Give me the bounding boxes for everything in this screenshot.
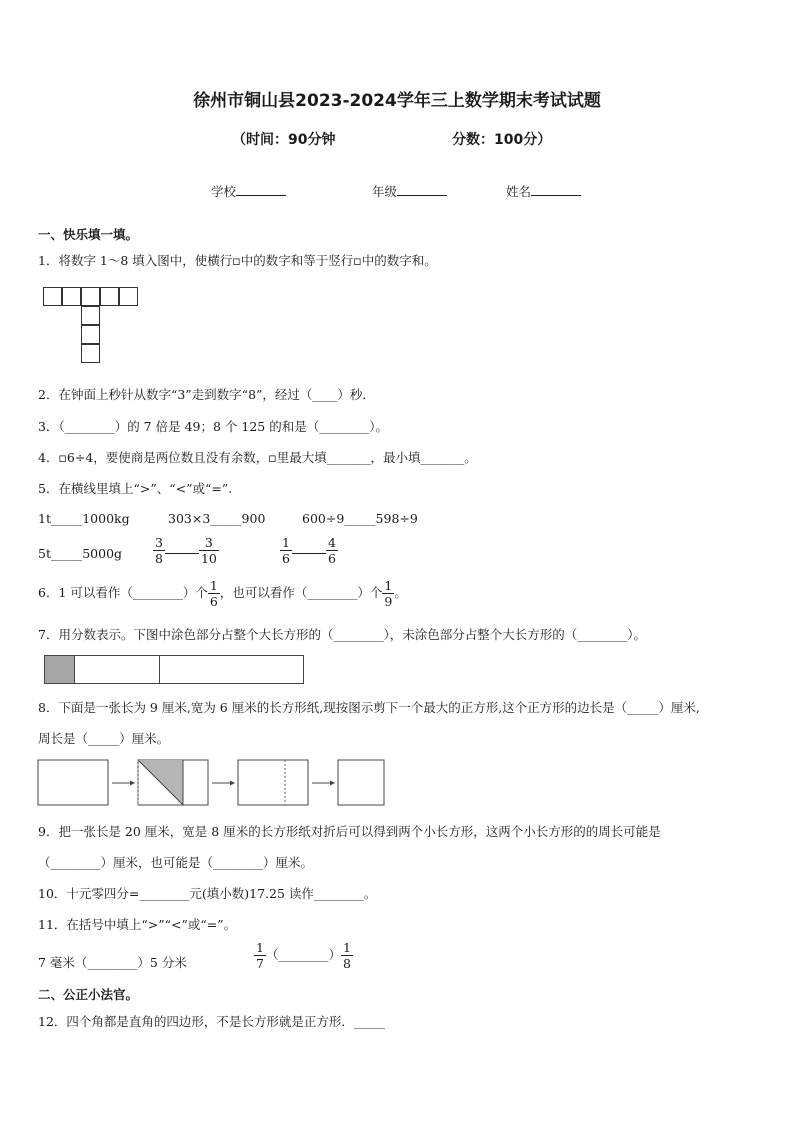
q5-item-6	[280, 535, 338, 566]
q5-item-5	[153, 535, 219, 566]
grade-label: 年级	[372, 184, 398, 199]
fraction: $\frac{1}{6}$	[282, 535, 290, 566]
question-5: 5．在横线里填上“>”、“<”或“=”.	[38, 481, 233, 496]
q8-diagram	[36, 758, 388, 808]
section-1-title: 一、快乐填一填。	[38, 227, 139, 242]
rectangle-3	[238, 760, 308, 805]
question-7: 7．用分数表示。下图中涂色部分占整个大长方形的（________），未涂色部分占整个大长方形的（________）。	[38, 627, 646, 642]
grid-cell	[119, 287, 138, 306]
fraction: $\frac{1}{7}$	[256, 940, 264, 971]
q11-item-2: $\frac{1}{7}$ （________） $\frac{1}{8}$	[256, 940, 351, 971]
section-2-title: 二、公正小法官。	[38, 987, 139, 1002]
grid-cell	[100, 287, 119, 306]
grid-cell	[81, 344, 100, 363]
arrow-head-3	[330, 781, 335, 786]
question-6: 6．1 可以看作（________）个 $\frac{1}{6}$ ，也可以看作（________）个 $\frac{1}{9}$ 。	[38, 578, 407, 609]
question-11: 11．在括号中填上“>”“<”或“=”。	[38, 917, 237, 932]
exam-score: 分数：100分）	[452, 132, 552, 148]
fraction: $\frac{1}{9}$	[384, 578, 393, 609]
grid-cell	[62, 287, 81, 306]
question-3: 3．（________）的 7 倍是 49；8 个 125 的和是（________）。	[38, 419, 388, 434]
question-9-line-1: 9．把一张长是 20 厘米，宽是 8 厘米的长方形纸对折后可以得到两个小长方形，这两个小长方形的的周长可能是	[38, 824, 661, 839]
school-field	[211, 182, 286, 200]
name-field	[506, 182, 581, 200]
square	[338, 760, 384, 805]
fraction: $\frac{1}{6}$	[209, 578, 218, 609]
rectangle-1	[38, 760, 108, 805]
question-8-line-1: 8．下面是一张长为 9 厘米,宽为 6 厘米的长方形纸,现按图示剪下一个最大的正方形,这个正方形的边长是（_____）厘米,	[38, 700, 700, 715]
q7-rectangle	[44, 655, 304, 684]
fraction: $\frac{3}{8}$	[155, 535, 163, 566]
grade-field	[372, 182, 447, 200]
grid-cell	[81, 306, 100, 325]
shaded-part	[45, 656, 75, 683]
divider	[159, 656, 160, 683]
page-title: 徐州市铜山县2023-2024学年三上数学期末考试试题	[193, 91, 601, 111]
fraction: $\frac{3}{10}$	[200, 535, 217, 566]
fraction: $\frac{1}{8}$	[342, 940, 351, 971]
q5-item-2: 303×3_____900	[168, 511, 266, 526]
arrow-head-2	[230, 781, 235, 786]
question-8-line-2: 周长是（_____）厘米。	[38, 731, 170, 746]
arrow-head-1	[130, 781, 135, 786]
question-9-line-2: （________）厘米，也可能是（________）厘米。	[38, 855, 314, 870]
grid-cell	[43, 287, 62, 306]
question-12: 12．四个角都是直角的四边形，不是长方形就是正方形．_____	[38, 1014, 386, 1029]
question-1: 1．将数字 1～8 填入图中，使横行▫中的数字和等于竖行▫中的数字和。	[38, 253, 437, 268]
grid-cell	[81, 325, 100, 344]
question-10: 10．十元零四分=________元(填小数)17.25 读作________。	[38, 886, 377, 901]
q11-item-1: 7 毫米（________）5 分米	[38, 955, 187, 970]
exam-time: （时间：90分钟	[232, 132, 336, 148]
question-2: 2．在钟面上秒针从数字“3”走到数字“8”，经过（____）秒．	[38, 387, 375, 402]
q5-item-3: 600÷9_____598÷9	[302, 511, 418, 526]
grid-cell	[81, 287, 100, 306]
name-label: 姓名	[506, 184, 532, 199]
school-label: 学校	[211, 184, 237, 199]
q5-item-4: 5t_____5000g	[38, 546, 123, 561]
question-4: 4．▫6÷4，要使商是两位数且没有余数，▫里最大填_______，最小填_______。	[38, 450, 477, 465]
q5-item-1: 1t_____1000kg	[38, 511, 130, 526]
fraction: $\frac{4}{6}$	[327, 535, 336, 566]
